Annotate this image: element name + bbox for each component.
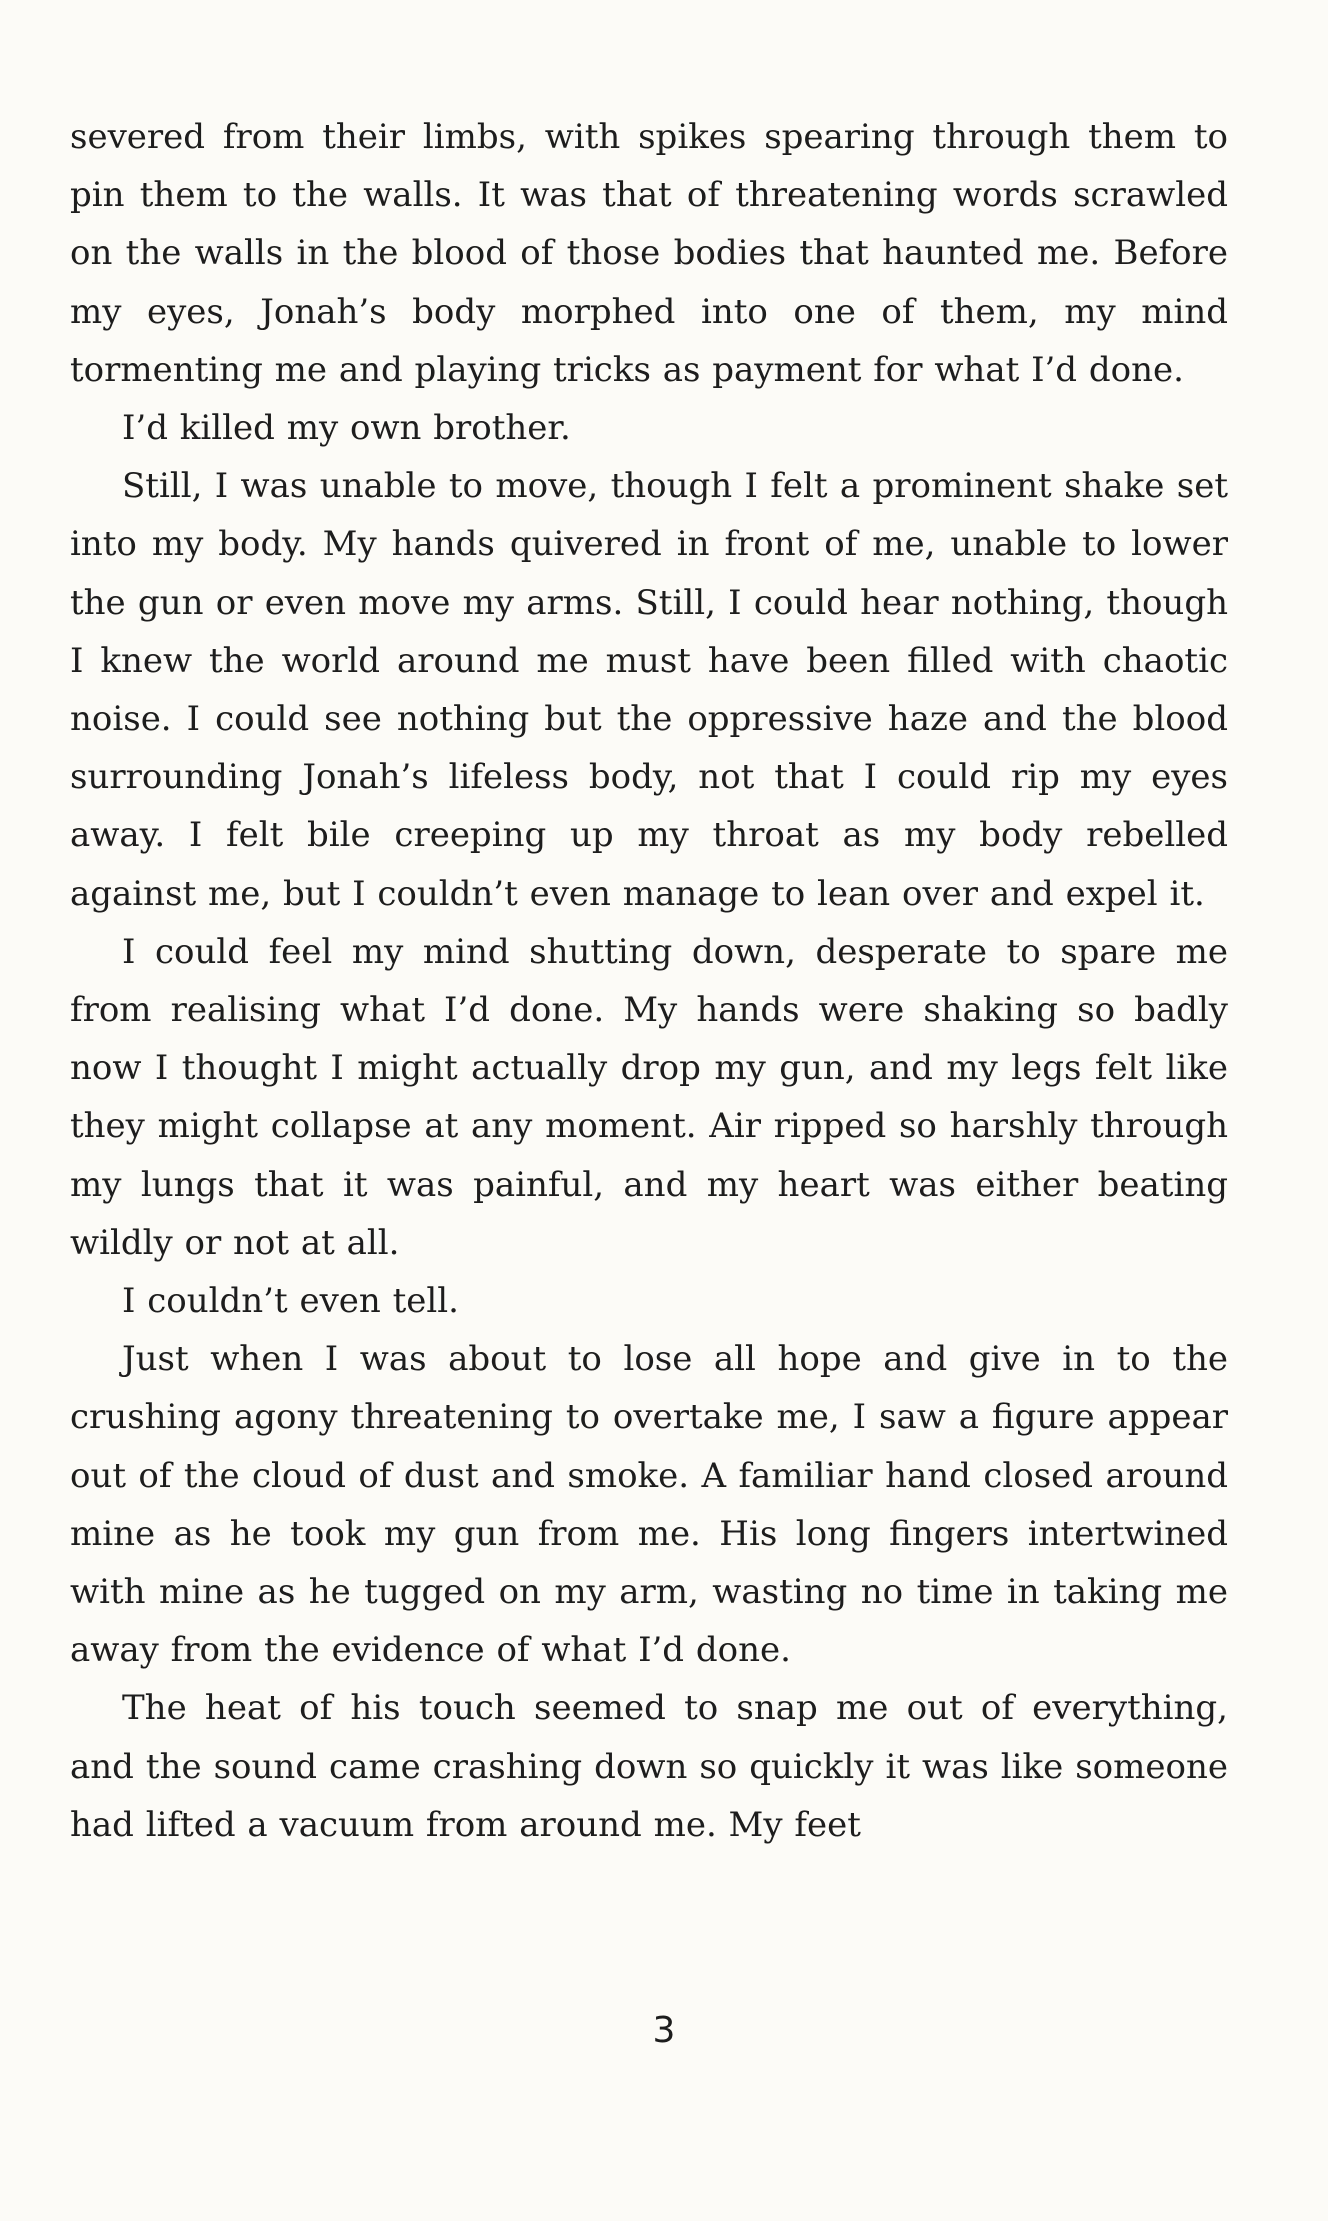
page-number: 3	[652, 2010, 676, 2051]
paragraph-7: The heat of his touch seemed to snap me out of everything, and the sound came crashing down so quickly it was like someone had lifted a vacuum from around me. My feet	[70, 1688, 1228, 1845]
paragraph-3: Still, I was unable to move, though I felt a prominent shake set into my body. My hands quivered in front of me, unable to lower the gun or even move my arms. Still, I could hear nothing, though I knew the world around me must have been filled with chaotic noise. I could see nothing but the oppressive haze and the blood surrounding Jonah’s lifeless body, not that I could rip my eyes away. I felt bile creeping up my throat as my body rebelled against me, but I couldn’t even manage to lean over and expel it.	[70, 466, 1228, 914]
paragraph-6: Just when I was about to lose all hope and give in to the crushing agony threatening to overtake me, I saw a figure appear out of the cloud of dust and smoke. A familiar hand closed around mine as he took my gun from me. His long fingers intertwined with mine as he tugged on my arm, wasting no time in taking me away from the evidence of what I’d done.	[70, 1339, 1228, 1671]
paragraph-5: I couldn’t even tell.	[122, 1281, 459, 1322]
paragraph-2: I’d killed my own brother.	[122, 408, 571, 449]
paragraph-1: severed from their limbs, with spikes spearing through them to pin them to the walls. It was that of threatening words scrawled on the walls in the blood of those bodies that haunted me. Before my eyes, Jonah’s body morphed into one of them, my mind tormenting me and playing tricks as payment for what I’d done.	[70, 117, 1228, 390]
body-text	[70, 108, 1228, 1854]
paragraph-4: I could feel my mind shutting down, desperate to spare me from realising what I’d done. My hands were shaking so badly now I thought I might actually drop my gun, and my legs felt like they might collapse at any moment. Air ripped so harshly through my lungs that it was painful, and my heart was either beating wildly or not at all.	[70, 931, 1228, 1263]
